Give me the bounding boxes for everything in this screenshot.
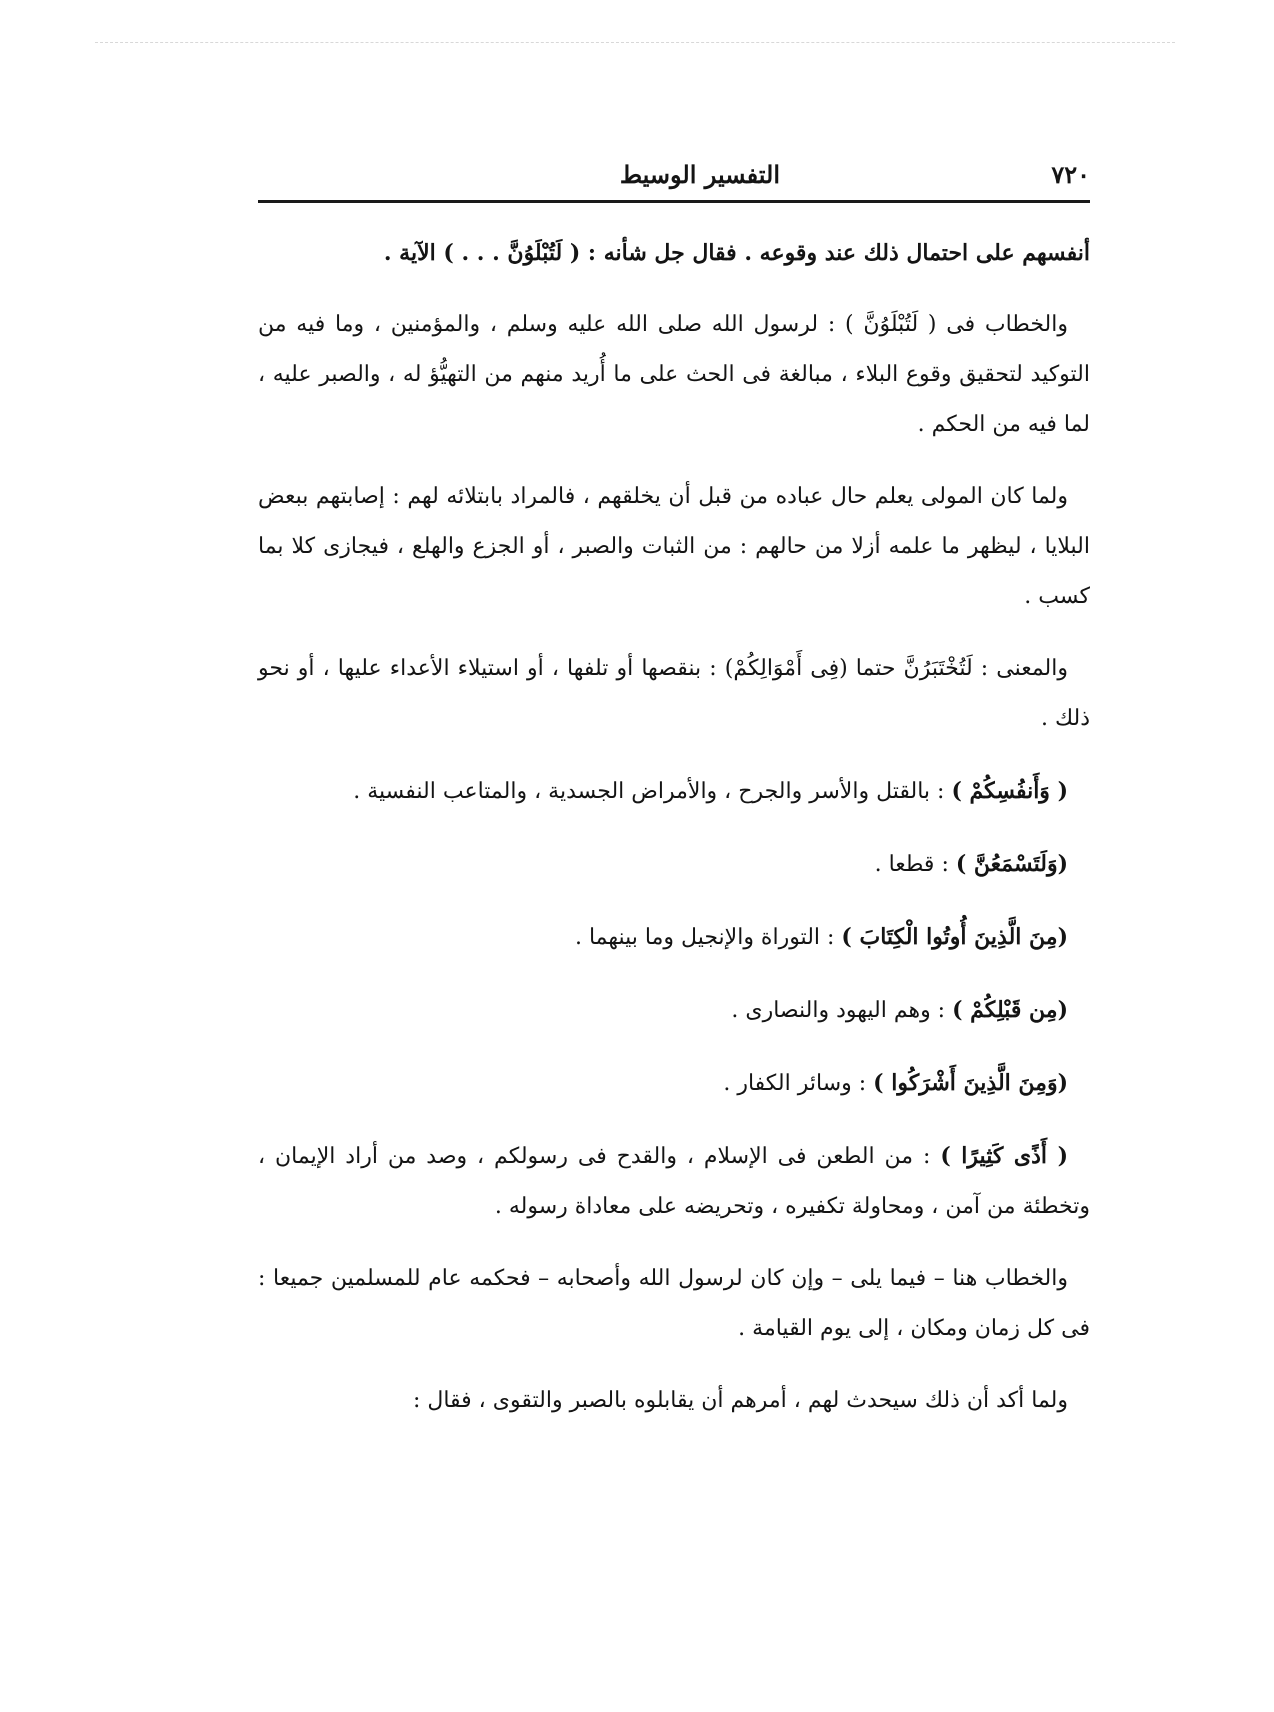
gloss-explanation: : وهم اليهود والنصارى . bbox=[731, 998, 953, 1023]
gloss-item bbox=[258, 1058, 1090, 1109]
scan-artifact-line bbox=[95, 42, 1175, 43]
gloss-item bbox=[258, 766, 1090, 817]
page-header bbox=[258, 160, 1090, 202]
paragraph-general-ruling: والخطاب هنا – فيما يلى – وإن كان لرسول الله وأصحابه – فحكمه عام للمسلمين جميعا : فى كل زمان ومكان ، إلى يوم القيامة . bbox=[258, 1266, 1090, 1341]
gloss-term: ( وَأَنفُسِكُمْ ) bbox=[951, 778, 1068, 804]
gloss-term: ( أَذًى كَثِيرًا ) bbox=[940, 1143, 1068, 1169]
gloss-explanation: : وسائر الكفار . bbox=[723, 1071, 874, 1096]
paragraph-address: والخطاب فى ( لَتُبْلَوُنَّ ) : لرسول الله صلى الله عليه وسلم ، والمؤمنين ، وما فيه من التوكيد لتحقيق وقوع البلاء ، مبالغة فى الحث على ما أُريد منهم من التهيُّؤ له ، والصبر عليه ، لما فيه من الحكم . bbox=[258, 312, 1090, 437]
gloss-explanation: : من الطعن فى الإسلام ، والقدح فى رسولكم ، وصد من أراد الإيمان ، وتخطئة من آمن ، ومحاولة تكفيره ، وتحريضه على معاداة رسوله . bbox=[258, 1144, 1090, 1219]
paragraph-command: ولما أكد أن ذلك سيحدث لهم ، أمرهم أن يقابلوه بالصبر والتقوى ، فقال : bbox=[412, 1388, 1068, 1413]
gloss-explanation: : التوراة والإنجيل وما بينهما . bbox=[574, 925, 842, 950]
paragraph-meaning: والمعنى : لَتُخْتَبَرُنَّ حتما (فِى أَمْوَالِكُمْ) : بنقصها أو تلفها ، أو استيلاء الأعداء عليها ، أو نحو ذلك . bbox=[258, 656, 1090, 731]
gloss-explanation: : قطعا . bbox=[874, 852, 956, 877]
paragraph-continuation: أنفسهم على احتمال ذلك عند وقوعه . فقال جل شأنه : ( لَتُبْلَوُنَّ . . . ) الآية . bbox=[383, 240, 1090, 266]
gloss-item bbox=[258, 1131, 1090, 1232]
gloss-term: (مِن قَبْلِكُمْ ) bbox=[952, 997, 1068, 1023]
gloss-item bbox=[258, 839, 1090, 890]
gloss-term: (مِنَ الَّذِينَ أُوتُوا الْكِتَابَ ) bbox=[841, 924, 1068, 950]
gloss-item bbox=[258, 985, 1090, 1036]
gloss-term: (وَمِنَ الَّذِينَ أَشْرَكُوا ) bbox=[873, 1070, 1068, 1096]
gloss-explanation: : بالقتل والأسر والجرح ، والأمراض الجسدية ، والمتاعب النفسية . bbox=[353, 779, 952, 804]
running-title: التفسير الوسيط bbox=[619, 160, 780, 189]
text-body bbox=[258, 228, 1090, 1448]
gloss-item bbox=[258, 912, 1090, 963]
paragraph-trial: ولما كان المولى يعلم حال عباده من قبل أن يخلقهم ، فالمراد بابتلائه لهم : إصابتهم ببعض البلايا ، ليظهر ما علمه أزلا من حالهم : من الثبات والصبر ، أو الجزع والهلع ، فيجازى كلا بما كسب . bbox=[258, 484, 1090, 609]
page-number: ٧٢٠ bbox=[1051, 160, 1090, 189]
header-rule bbox=[258, 200, 1090, 203]
gloss-term: (وَلَتَسْمَعُنَّ ) bbox=[955, 851, 1068, 877]
